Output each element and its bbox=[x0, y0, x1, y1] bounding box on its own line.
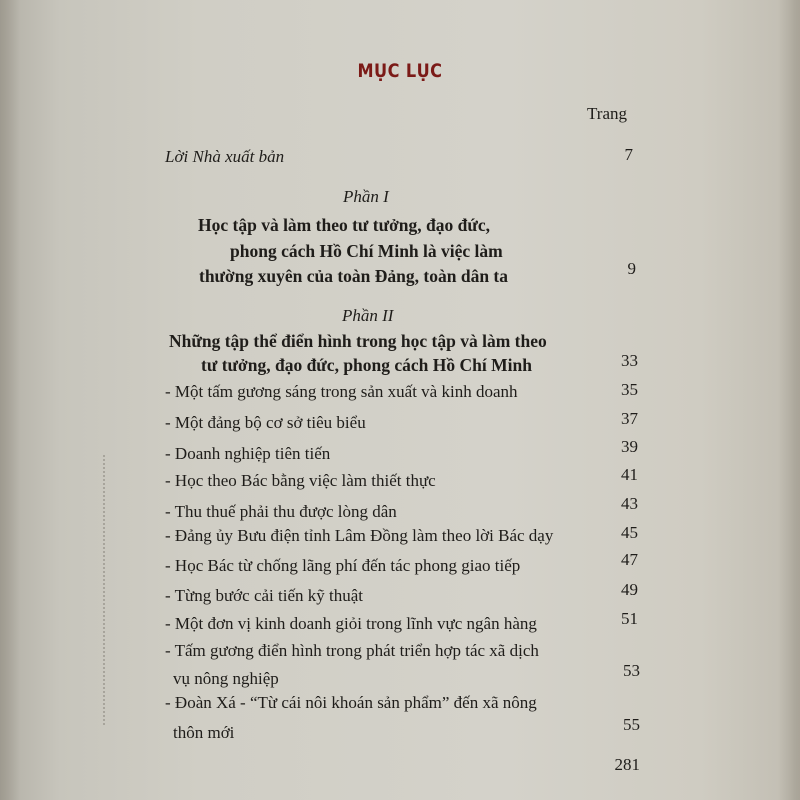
toc-entry-page: 47 bbox=[621, 550, 638, 569]
toc-entry-label: - Thu thuế phải thu được lòng dân bbox=[165, 502, 397, 521]
toc-entry-page: 37 bbox=[621, 409, 638, 428]
page-column-header: Trang bbox=[587, 104, 627, 123]
preface-entry-page: 7 bbox=[624, 145, 633, 164]
toc-entry-label: - Tấm gương điển hình trong phát triển hợp tác xã dịch bbox=[165, 641, 539, 660]
toc-entry-page: 55 bbox=[623, 715, 640, 734]
toc-entry-label: - Một đảng bộ cơ sở tiêu biểu bbox=[165, 413, 366, 432]
toc-entry-page: 35 bbox=[621, 380, 638, 399]
part2-heading: Phần II bbox=[342, 306, 394, 325]
binding-stitch bbox=[103, 455, 107, 725]
toc-entry-page: 41 bbox=[621, 465, 638, 484]
toc-entry-label: - Đoàn Xá - “Từ cái nôi khoán sản phẩm” đến xã nông bbox=[165, 693, 537, 712]
part1-title-line-1: Học tập và làm theo tư tưởng, đạo đức, bbox=[198, 215, 491, 235]
toc-entry-label: - Một tấm gương sáng trong sản xuất và kinh doanh bbox=[165, 382, 518, 401]
part1-title-line-3: thường xuyên của toàn Đảng, toàn dân ta bbox=[199, 266, 509, 286]
toc-entry-label: - Học Bác từ chống lãng phí đến tác phong giao tiếp bbox=[165, 556, 521, 575]
toc-entry-label-continued: vụ nông nghiệp bbox=[173, 669, 279, 688]
toc-entry-page: 39 bbox=[621, 437, 638, 456]
toc-entry-label: - Một đơn vị kinh doanh giỏi trong lĩnh vực ngân hàng bbox=[165, 614, 537, 633]
part1-page: 9 bbox=[627, 259, 636, 278]
page-folio: 281 bbox=[614, 755, 640, 774]
part2-title-line-2: tư tưởng, đạo đức, phong cách Hồ Chí Minh bbox=[201, 355, 532, 375]
preface-entry-label: Lời Nhà xuất bản bbox=[165, 147, 285, 166]
toc-entry-page: 49 bbox=[621, 580, 638, 599]
toc-entry-label: - Học theo Bác bằng việc làm thiết thực bbox=[165, 471, 436, 490]
toc-entry-page: 45 bbox=[621, 523, 638, 542]
toc-entry-label: - Từng bước cải tiến kỹ thuật bbox=[165, 586, 363, 605]
toc-entry-label-continued: thôn mới bbox=[173, 723, 235, 742]
part1-title-line-2: phong cách Hồ Chí Minh là việc làm bbox=[230, 241, 503, 261]
part2-title-line-1: Những tập thể điển hình trong học tập và làm theo bbox=[169, 331, 547, 351]
toc-title: MỤC LỤC bbox=[357, 60, 443, 82]
toc-entry-label: - Doanh nghiệp tiên tiến bbox=[165, 444, 331, 463]
toc-entry-page: 53 bbox=[623, 661, 640, 680]
toc-entry-page: 43 bbox=[621, 494, 638, 513]
part1-heading: Phần I bbox=[343, 187, 389, 206]
toc-entry-label: - Đảng ủy Bưu điện tỉnh Lâm Đồng làm theo lời Bác dạy bbox=[165, 526, 554, 545]
toc-entry-page: 51 bbox=[621, 609, 638, 628]
part2-page: 33 bbox=[621, 351, 638, 370]
